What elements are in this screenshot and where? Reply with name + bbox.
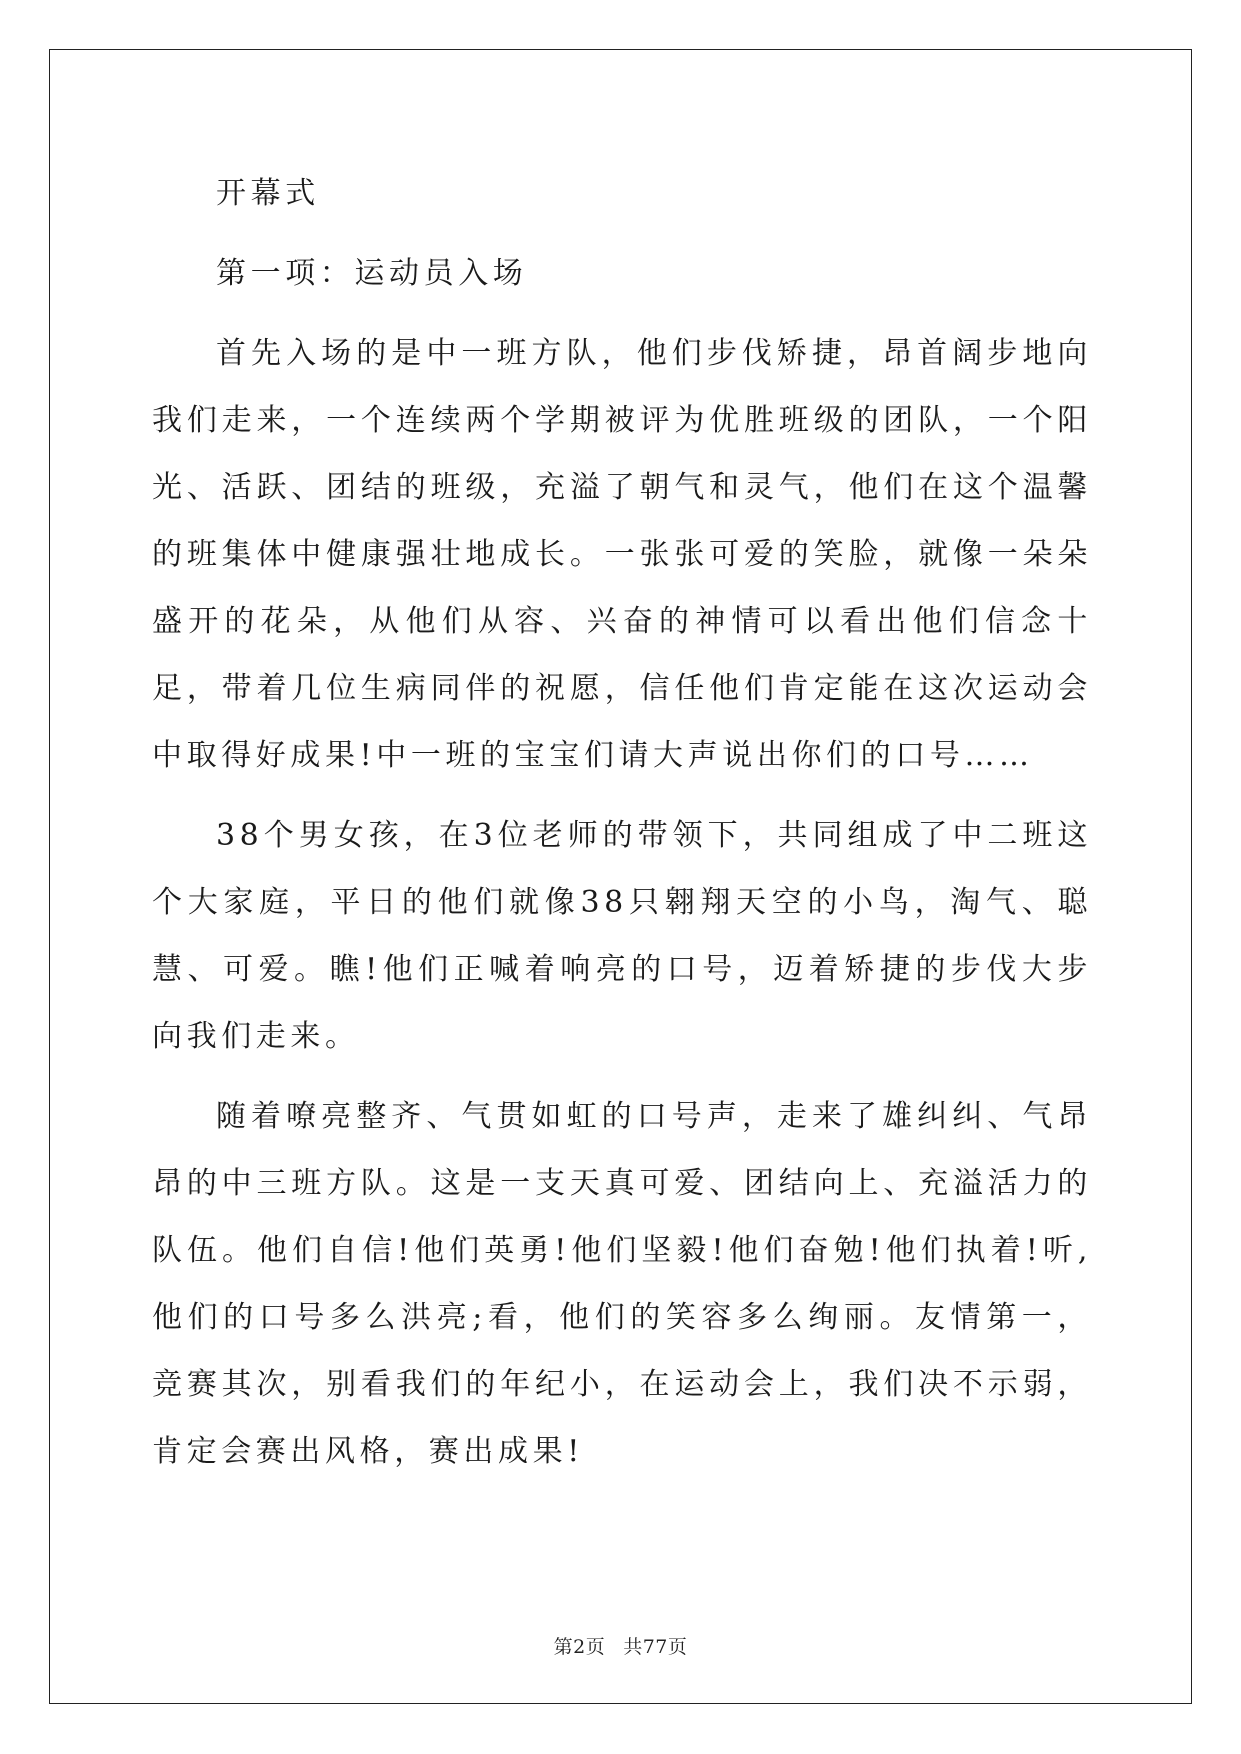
document-body xyxy=(152,160,1092,1485)
paragraph-class-2: 38个男女孩，在3位老师的带领下，共同组成了中二班这个大家庭，平日的他们就像38只翱翔天空的小鸟，淘气、聪慧、可爱。瞧!他们正喊着响亮的口号，迈着矫捷的步伐大步向我们走来。 xyxy=(152,818,1092,1054)
page-total: 共77页 xyxy=(623,1636,688,1658)
paragraph-class-3: 随着嘹亮整齐、气贯如虹的口号声，走来了雄纠纠、气昂昂的中三班方队。这是一支天真可爱、团结向上、充溢活力的队伍。他们自信!他们英勇!他们坚毅!他们奋勉!他们执着!听,他们的口号多么洪亮;看，他们的笑容多么绚丽。友情第一，竞赛其次，别看我们的年纪小，在运动会上，我们决不示弱，肯定会赛出风格，赛出成果! xyxy=(152,1099,1092,1469)
page-footer xyxy=(0,1632,1241,1659)
section-heading-opening: 开幕式 xyxy=(216,176,320,211)
paragraph-class-1: 首先入场的是中一班方队，他们步伐矫捷，昂首阔步地向我们走来，一个连续两个学期被评为优胜班级的团队，一个阳光、活跃、团结的班级，充溢了朝气和灵气，他们在这个温馨的班集体中健康强壮地成长。一张张可爱的笑脸，就像一朵朵盛开的花朵，从他们从容、兴奋的神情可以看出他们信念十足，带着几位生病同伴的祝愿，信任他们肯定能在这次运动会中取得好成果!中一班的宝宝们请大声说出你们的口号…… xyxy=(152,336,1092,773)
section-item-athletes-entry: 第一项：运动员入场 xyxy=(216,256,528,291)
page-number: 第2页 xyxy=(553,1636,606,1658)
